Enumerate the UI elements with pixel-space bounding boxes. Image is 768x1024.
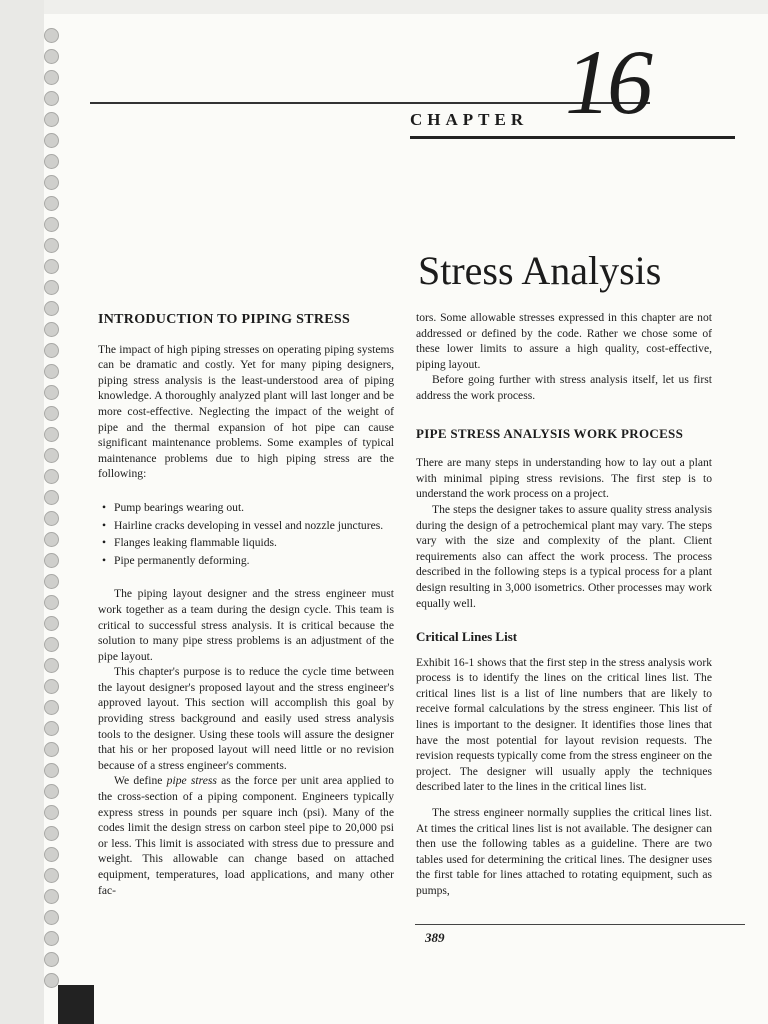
binding-hole — [44, 574, 59, 589]
binding-hole — [44, 532, 59, 547]
binding-hole — [44, 448, 59, 463]
binding-hole — [44, 70, 59, 85]
binding-hole — [44, 364, 59, 379]
binding-hole — [44, 91, 59, 106]
team-paragraph: The piping layout designer and the stress engineer must work together as a team during the design cycle. This team is critical to successful stress analysis. It is critical because the solution to many pipe stress problems is an adjustment of the pipe layout. — [98, 587, 394, 663]
binding-hole — [44, 973, 59, 988]
binding-hole — [44, 910, 59, 925]
binding-hole — [44, 427, 59, 442]
binding-hole — [44, 595, 59, 610]
binding-hole — [44, 301, 59, 316]
binding-hole — [44, 28, 59, 43]
continued-paragraph: tors. Some allowable stresses expressed in this chapter are not addressed or defined by the code. Rather we chose some of these lower limits to assure a high quality, cost-effective, piping layout. — [416, 311, 712, 371]
binding-hole — [44, 868, 59, 883]
binding-hole — [44, 49, 59, 64]
intro-paragraph: The impact of high piping stresses on operating piping systems can be dramatic and costly. Yet for many piping designers, piping stress analysis is the least-understood area of piping knowledge. A thoroughly analyzed plant will last longer and be more cost-effective. Neglecting the impact of the weight of pipe and the thermal expansion of hot pipe can cause significant maintenance problems. Some examples of typical maintenance problems due to high piping stress are the following: — [98, 342, 394, 481]
binding-hole — [44, 847, 59, 862]
chapter-title: Stress Analysis — [418, 248, 662, 293]
transition-paragraph: Before going further with stress analysis itself, let us first address the work process. — [416, 373, 712, 402]
chapter-number: 16 — [565, 31, 649, 133]
binding-hole — [44, 154, 59, 169]
binding-hole — [44, 658, 59, 673]
chapter-label: CHAPTER — [410, 110, 529, 129]
binding-hole — [44, 490, 59, 505]
binding-hole — [44, 742, 59, 757]
chapter-underline — [410, 136, 735, 139]
binding-hole — [44, 889, 59, 904]
binding-hole — [44, 679, 59, 694]
binding-hole — [44, 112, 59, 127]
binding-hole — [44, 805, 59, 820]
definition-paragraph — [98, 773, 394, 898]
definition-text-a: We define — [114, 774, 167, 788]
list-item: • Hairline cracks developing in vessel and nozzle junctures. — [98, 518, 394, 534]
problem-list — [98, 500, 394, 568]
binding-hole — [44, 553, 59, 568]
list-item: • Flanges leaking flammable liquids. — [98, 535, 394, 551]
binding-hole — [44, 952, 59, 967]
footer-rule — [415, 924, 745, 925]
binding-hole — [44, 385, 59, 400]
definition-term: pipe stress — [166, 774, 217, 788]
binding-hole — [44, 196, 59, 211]
binding-hole — [44, 406, 59, 421]
binding-hole — [44, 175, 59, 190]
critical-lines-supply-paragraph: The stress engineer normally supplies the critical lines list. At times the critical lines list is not available. The designer can then use the following tables as a guideline. There are two tables used for determining the critical lines. The designer uses the first table for lines attached to rotating equipment, such as pumps, — [416, 806, 712, 897]
critical-lines-paragraph: Exhibit 16-1 shows that the first step in the stress analysis work process is to identify the lines on the critical lines list. The critical lines list is a list of line numbers that are likely to receive formal calculations by the stress engineer. This list of lines is important to the designer. It identifies those lines that have the most potential for layout revision requests. The revision requests typically come from the stress engineer on the project. The designer will usually apply the techniques described later to the lines in the critical lines list. — [416, 655, 712, 794]
section-heading-work-process: PIPE STRESS ANALYSIS WORK PROCESS — [416, 425, 684, 441]
list-item: • Pump bearings wearing out. — [98, 500, 394, 516]
binding-hole — [44, 637, 59, 652]
subheading-critical-lines: Critical Lines List — [416, 629, 518, 645]
binding-hole — [44, 784, 59, 799]
scan-mark — [58, 985, 94, 1024]
list-item: • Pipe permanently deforming. — [98, 553, 394, 569]
binding-hole — [44, 322, 59, 337]
binding-hole — [44, 700, 59, 715]
binding-hole — [44, 469, 59, 484]
binding-hole — [44, 280, 59, 295]
steps-paragraph: The steps the designer takes to assure quality stress analysis during the design of a petrochemical plant may vary. The steps vary with the size and complexity of the plant. Client requirements also can affect the work process. The process described in the following steps is a typical process for a plant design resulting in 3,000 isometrics. Other processes may work equally well. — [416, 502, 712, 610]
binding-hole — [44, 343, 59, 358]
definition-text-b: as the force per unit area applied to the cross-section of a piping component. Engineers typically express stress in pounds per square inch (psi). Many of the codes limit the design stress on carbon steel pipe to 20,000 psi or less. This limit is associated with stress due to pressure and weight. This allowable can change based on attached equipment, temperatures, load applications, and many other fac- — [98, 774, 394, 897]
section-heading-intro: INTRODUCTION TO PIPING STRESS — [98, 312, 351, 327]
binding-strip — [0, 0, 44, 1024]
binding-hole — [44, 616, 59, 631]
page-number: 389 — [425, 930, 445, 945]
binding-hole — [44, 133, 59, 148]
binding-hole — [44, 721, 59, 736]
binding-hole — [44, 217, 59, 232]
left-column — [98, 312, 394, 898]
purpose-paragraph: This chapter's purpose is to reduce the cycle time between the layout designer's proposed layout and the stress engineer's approved layout. This section will accomplish this goal by providing stress background and easily used stress analysis tools to the designer. Using these tools will assure the designer that his or her proposed layout will need little or no revision because of a stress engineer's comments. — [98, 665, 394, 772]
binding-hole — [44, 511, 59, 526]
binding-hole — [44, 763, 59, 778]
binding-hole — [44, 238, 59, 253]
binding-hole — [44, 826, 59, 841]
binding-hole — [44, 931, 59, 946]
right-column — [416, 310, 712, 899]
work-process-paragraph: There are many steps in understanding how to lay out a plant with minimal piping stress revisions. The first step is to understand the work process on a project. — [416, 456, 712, 501]
binding-hole — [44, 259, 59, 274]
